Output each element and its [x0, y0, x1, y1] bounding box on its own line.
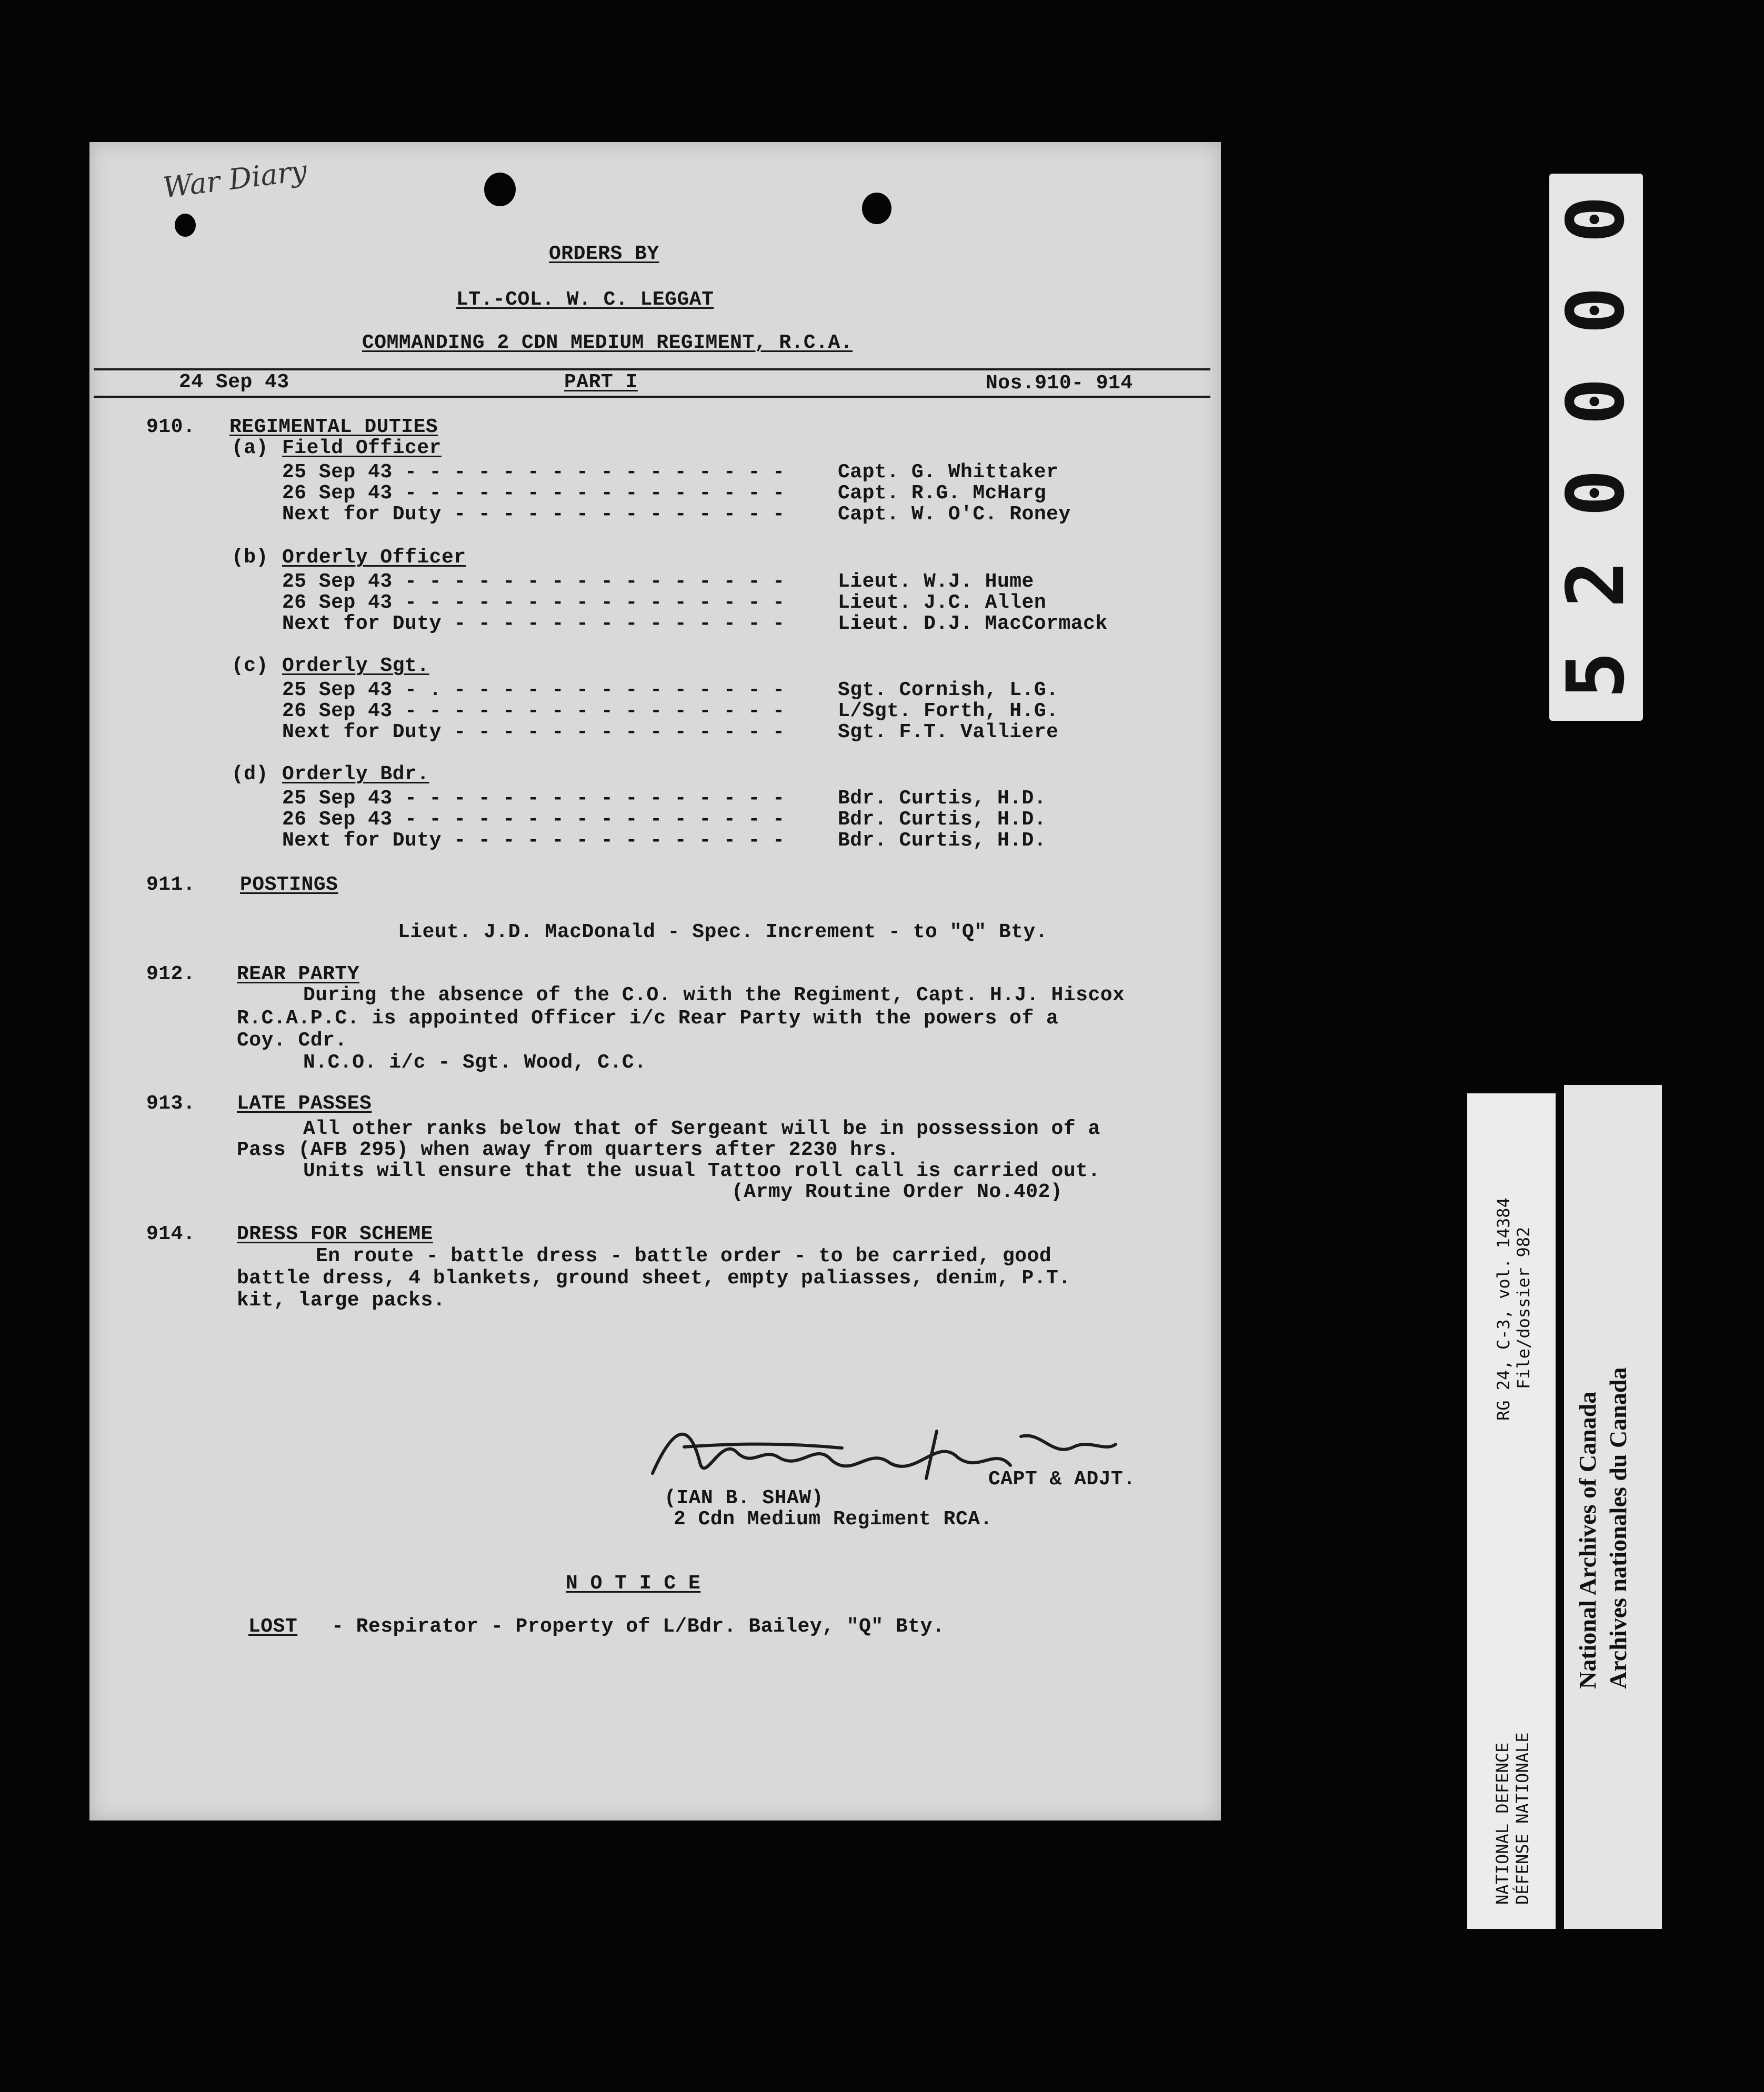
duty-row-right: Lieut. D.J. MacCormack — [838, 612, 1108, 635]
signatory-name: (IAN B. SHAW) — [664, 1487, 824, 1510]
orders-title: ORDERS BY — [549, 243, 659, 265]
late-passes-line: Pass (AFB 295) when away from quarters after 2230 hrs. — [237, 1139, 899, 1161]
signature-title: CAPT & ADJT. — [988, 1468, 1136, 1491]
section-911-number: 911. — [146, 873, 196, 896]
signatory-unit: 2 Cdn Medium Regiment RCA. — [674, 1508, 993, 1531]
duty-row-right: Bdr. Curtis, H.D. — [838, 808, 1047, 831]
duty-row-right: Capt. W. O'C. Roney — [838, 503, 1071, 526]
duty-row-left: 25 Sep 43 - - - - - - - - - - - - - - - - — [282, 570, 785, 593]
late-passes-line: Units will ensure that the usual Tattoo roll call is carried out. — [303, 1160, 1100, 1182]
section-910-number: 910. — [146, 416, 196, 438]
duty-row-right: Sgt. Cornish, L.G. — [838, 679, 1059, 701]
duty-row-right: Lieut. J.C. Allen — [838, 591, 1047, 614]
duty-c-title: Orderly Sgt. — [282, 655, 429, 677]
header-rule-top — [94, 368, 1210, 370]
duty-c-letter: (c) — [232, 655, 268, 677]
duty-row-right: L/Sgt. Forth, H.G. — [838, 700, 1059, 722]
command-line: COMMANDING 2 CDN MEDIUM REGIMENT, R.C.A. — [362, 331, 853, 354]
dress-line: battle dress, 4 blankets, ground sheet, empty paliasses, denim, P.T. — [237, 1267, 1071, 1290]
rear-party-line: N.C.O. i/c - Sgt. Wood, C.C. — [303, 1051, 647, 1074]
archive-ref-line1: RG 24, C-3, vol. 14384 — [1494, 1198, 1514, 1421]
frame-number-digits — [1549, 174, 1643, 721]
rear-party-line: R.C.A.P.C. is appointed Officer i/c Rear Party with the powers of a — [237, 1007, 1059, 1030]
duty-row-right: Capt. G. Whittaker — [838, 461, 1059, 484]
order-date: 24 Sep 43 — [179, 371, 289, 394]
stamp-digit: 0 — [1550, 378, 1642, 426]
duty-row-right: Bdr. Curtis, H.D. — [838, 787, 1047, 810]
notice-title: N O T I C E — [566, 1572, 701, 1595]
archive-ref-line2: File/dossier 982 — [1514, 1226, 1534, 1389]
archives-name-en: National Archives of Canada — [1574, 1391, 1601, 1689]
stamp-digit: 0 — [1550, 286, 1642, 335]
stamp-digit: 2 — [1550, 560, 1642, 608]
notice-label: LOST — [248, 1615, 298, 1638]
stamp-digit: 5 — [1550, 651, 1642, 699]
rear-party-line: Coy. Cdr. — [237, 1029, 347, 1052]
section-912-heading: REAR PARTY — [237, 963, 360, 985]
stamp-digit: 0 — [1550, 469, 1642, 517]
duty-b-title: Orderly Officer — [282, 546, 466, 569]
duty-row-right: Lieut. W.J. Hume — [838, 570, 1034, 593]
punch-hole-center — [484, 173, 516, 206]
section-910-heading: REGIMENTAL DUTIES — [229, 416, 438, 438]
part-label: PART I — [564, 371, 638, 394]
duty-row-left: 26 Sep 43 - - - - - - - - - - - - - - - - — [282, 700, 785, 722]
duty-row-left: 25 Sep 43 - - - - - - - - - - - - - - - - — [282, 461, 785, 484]
dress-line: En route - battle dress - battle order - to be carried, good — [316, 1245, 1052, 1268]
duty-row-left: Next for Duty - - - - - - - - - - - - - - — [282, 829, 785, 852]
duty-row-left: Next for Duty - - - - - - - - - - - - - - — [282, 612, 785, 635]
section-913-number: 913. — [146, 1092, 196, 1115]
duty-a-title: Field Officer — [282, 437, 442, 459]
duty-row-right: Capt. R.G. McHarg — [838, 482, 1047, 505]
order-numbers: Nos.910- 914 — [986, 372, 1133, 395]
duty-row-left: 26 Sep 43 - - - - - - - - - - - - - - - - — [282, 808, 785, 831]
notice-text: - Respirator - Property of L/Bdr. Bailey, "Q" Bty. — [332, 1615, 945, 1638]
duty-row-right: Sgt. F.T. Valliere — [838, 721, 1059, 743]
dress-line: kit, large packs. — [237, 1289, 446, 1312]
stamp-digit: 0 — [1550, 195, 1642, 243]
handwritten-annotation: War Diary — [161, 154, 309, 205]
duty-row-right: Bdr. Curtis, H.D. — [838, 829, 1047, 852]
duty-row-left: 26 Sep 43 - - - - - - - - - - - - - - - - — [282, 482, 785, 505]
punch-hole-right — [862, 193, 891, 224]
rear-party-line: During the absence of the C.O. with the Regiment, Capt. H.J. Hiscox — [303, 984, 1125, 1007]
duty-row-left: 25 Sep 43 - - - - - - - - - - - - - - - - — [282, 787, 785, 810]
duty-d-title: Orderly Bdr. — [282, 763, 429, 786]
late-passes-line: All other ranks below that of Sergeant will be in possession of a — [303, 1118, 1100, 1140]
section-914-number: 914. — [146, 1223, 196, 1245]
section-914-heading: DRESS FOR SCHEME — [237, 1223, 433, 1245]
duty-row-left: 25 Sep 43 - . - - - - - - - - - - - - - - — [282, 679, 785, 701]
archives-name-fr: Archives nationales du Canada — [1605, 1367, 1631, 1689]
duty-row-left: Next for Duty - - - - - - - - - - - - - - — [282, 721, 785, 743]
section-911-heading: POSTINGS — [240, 873, 338, 896]
archive-dept-en: NATIONAL DEFENCE — [1492, 1742, 1512, 1905]
duty-row-left: Next for Duty - - - - - - - - - - - - - - — [282, 503, 785, 526]
late-passes-line: (Army Routine Order No.402) — [731, 1181, 1063, 1203]
duty-b-letter: (b) — [232, 546, 268, 569]
duty-d-letter: (d) — [232, 763, 268, 786]
posting-line: Lieut. J.D. MacDonald - Spec. Increment - to "Q" Bty. — [398, 921, 1048, 943]
section-912-number: 912. — [146, 963, 196, 985]
archive-dept-fr: DÉFENSE NATIONALE — [1512, 1732, 1532, 1905]
header-rule-bottom — [94, 396, 1210, 398]
duty-a-letter: (a) — [232, 437, 268, 459]
commanding-officer: LT.-COL. W. C. LEGGAT — [456, 288, 714, 311]
section-913-heading: LATE PASSES — [237, 1092, 372, 1115]
duty-row-left: 26 Sep 43 - - - - - - - - - - - - - - - - — [282, 591, 785, 614]
